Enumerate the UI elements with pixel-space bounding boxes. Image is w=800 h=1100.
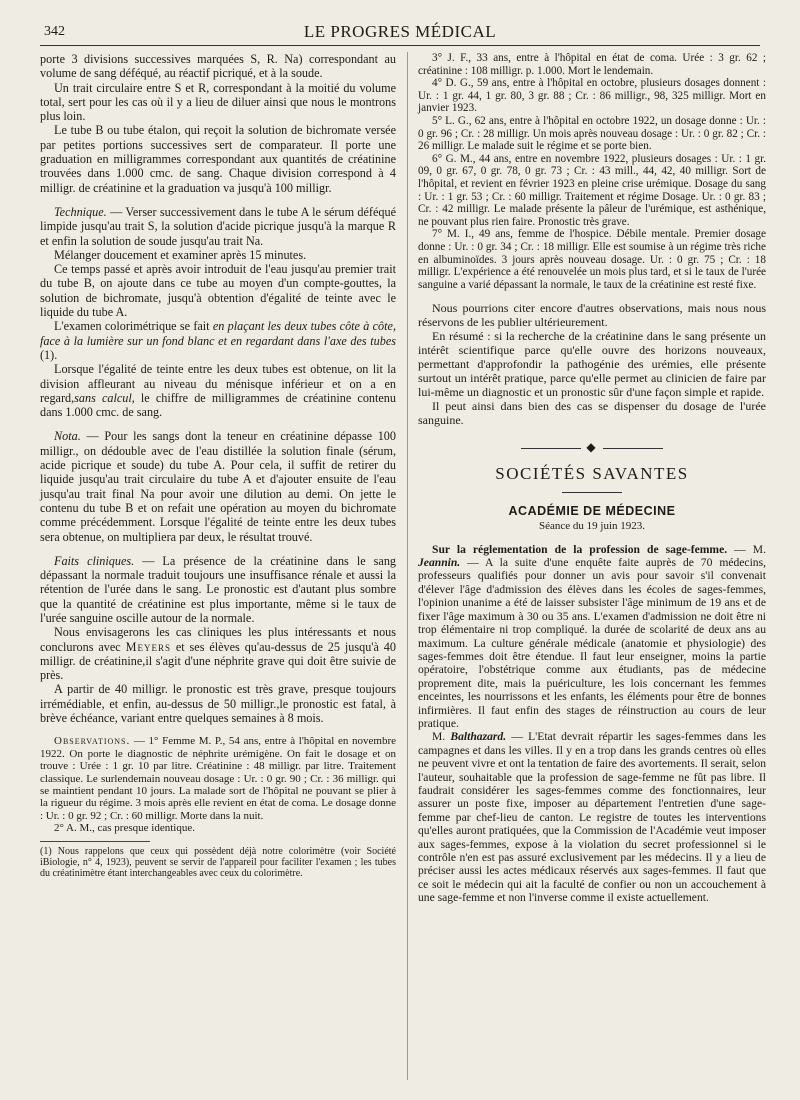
ornament-divider: ◆: [418, 441, 766, 454]
paragraph: Ce temps passé et après avoir introduit de l'eau jusqu'au premier trait du tube B, on ajoute dans ce tube au moyen d'un compte-gouttes, la solution de bichromate, jusqu'à obtention d'égalité de teinte avec le liquide du tube A.: [40, 262, 396, 320]
paragraph: Le tube B ou tube étalon, qui reçoit la solution de bichromate versée par petites portions successives sert de comparateur. Il porte une graduation en milligrammes correspondant aux quantités de créatinine trouvées dans 1.000 cmc. de sang. Chaque division correspond à 4 milligr. de créatinine et la graduation va jusqu'à 100 milligr.: [40, 123, 396, 195]
reg-title: Sur la réglementation de la profession de sage-femme.: [432, 542, 728, 556]
section-title: SOCIÉTÉS SAVANTES: [495, 463, 689, 483]
observation: 7° M. I., 49 ans, femme de l'hospice. Débile mentale. Premier dosage donne : Ur. : 0 gr. 34 ; Cr. : 18 milligr. Elle est soumise à un régime très riche en albuminoïdes. 3 jours après nouveau dosage. Ur. : 0 gr. 75 ; Cr. : 18 milligr. L'expérience a été renouvelée un mois plus tard, et si le taux de l'urée sanguine a varié dépassant la normale, le taux de la créatinine est resté fixe.: [418, 228, 766, 291]
footnote: (1) Nous rappelons que ceux qui possèdent déjà notre colorimètre (voir Société iBiologie, n° 4, 1923), peuvent se servir de l'appareil pour faciliter l'examen ; les tubes du créatinimètre étant interchangeables avec ceux du colorimètre.: [40, 845, 396, 880]
paragraph: A partir de 40 milligr. le pronostic est très grave, presque toujours irrémédiable, et enfin, au-dessus de 50 milligr.,le pronostic est fatal, à brève échéance, variant entre quelques semaines à 8 mois.: [40, 682, 396, 726]
paragraph: Il peut ainsi dans bien des cas se dispenser du dosage de l'urée sanguine.: [418, 399, 766, 428]
paragraph: Mélanger doucement et examiner après 15 minutes.: [54, 247, 307, 262]
paragraph: Nous pourrions citer encore d'autres observations, mais nous nous réservons de les publier ultérieurement.: [418, 301, 766, 330]
running-title: LE PROGRES MÉDICAL: [303, 22, 497, 41]
seance-date: Séance du 19 juin 1923.: [538, 520, 645, 533]
observation: 5° L. G., 62 ans, entre à l'hôpital en octobre 1922, un dosage donne : Ur. : 0 gr. 96 ; Cr. : 28 milligr. Un mois après nouveau dosage : Ur. : 0 gr. 82 ; Cr. : 26 milligr. Le malade suit le régime et se porte bien.: [418, 114, 766, 153]
paragraph: porte 3 divisions successives marquées S, R. Na) correspondant au volume de sang déféqué, au réactif picriqué, et à la soude.: [40, 52, 396, 81]
nota-paragraph: Nota. — Pour les sangs dont la teneur en créatinine dépasse 100 milligr., on dédouble avec de l'eau distillée la solution finale (sérum, acide picrique et soude) du tube A. Pour cela, il suffit de retirer du liquide jusqu'au trait circulaire du tube A et d'ajouter ensuite de l'eau jusqu'au trait final Na pour avoir une dilution au demi. On jette le contenu du tube B et on refait une opération au moyen du bichromate comme précédemment. Lorsque l'égalité de teinte entre les deux tubes sera obtenue, on multipliera par deux, le résultat trouvé.: [40, 429, 396, 544]
observation: 3° J. F., 33 ans, entre à l'hôpital en état de coma. Urée : 3 gr. 62 ; créatinine : 108 milligr. p. 1.000. Mort le lendemain.: [418, 52, 766, 77]
technique-label: Technique.: [54, 204, 107, 219]
nota-label: Nota.: [54, 429, 81, 444]
paragraph: Nous envisagerons les cas cliniques les plus intéressants et nous conclurons avec Meyers et ses élèves qu'au-dessus de 25 jusqu'à 40 milligr. de créatinine,il s'agit d'une néphrite grave qui doit être suivie de près.: [40, 625, 396, 683]
paragraph: En résumé : si la recherche de la créatinine dans le sang présente un intérêt scientifique parce qu'elle ouvre des horizons nouveaux, permettant d'approfondir la pathogénie des urémies, elle présente surtout un intérêt pratique, parce qu'elle permet au clinicien de faire par lui-même un diagnostic et un pronostic sûr d'une façon simple et rapide.: [418, 329, 766, 400]
academy-title: ACADÉMIE DE MÉDECINE: [508, 504, 676, 519]
footnote-rule: [40, 841, 150, 842]
observation: 2° A. M., cas presque identique.: [54, 822, 195, 835]
speaker-name: Jeannin.: [418, 556, 461, 570]
paragraph: L'examen colorimétrique se fait en plaçant les deux tubes côte à côte, face à la lumière sur un fond blanc et en regardant dans l'axe des tubes (1).: [40, 319, 396, 362]
left-column: [40, 52, 396, 880]
observation: Observations. — 1° Femme M. P., 54 ans, entre à l'hôpital en novembre 1922. On porte le diagnostic de néphrite urémigène. On fait le dosage et on trouve : Urée : 1 gr. 10 par litre. Créatinine : 48 milligr. par litre. Traitement classique. Le surlendemain nouveau dosage : Ur. : 0 gr. 90 ; Cr. : 36 milligr. qui se maintient pendant 10 jours. La malade sort de l'hôpital ne pouvant se plier à la rigueur du régime. 3 mois après elle revient en état de coma. Le dosage donne : Ur. : 0 gr. 92 ; Cr. : 60 milligr. Morte dans la nuit.: [40, 735, 396, 822]
column-separator: [407, 52, 408, 1080]
paragraph: Lorsque l'égalité de teinte entre les deux tubes est obtenue, on lit la division affleurant au niveau du ménisque inférieur et on a en regard,sans calcul, le chiffre de milligrammes de créatinine contenu dans 1.000 cmc. de sang.: [40, 362, 396, 420]
paragraph: M. Balthazard. — L'Etat devrait répartir les sages-femmes dans les campagnes et dans les villes. Il y en a trop dans les grands centres où elles ne peuvent vivre et ont la tentation de faire des avortements. Il serait, selon l'auteur, souhaitable que la profession de sage-femme ne fût pas libre. Il faudrait considérer les sages-femmes comme des fonctionnaires, leur assurer un poste fixe, imposer au département l'entretien d'une sage-femme par chef-lieu de canton. Le registre de toutes les interventions qu'elles auront pratiquées, que la Commission de l'Académie veut imposer aux sages-femmes, expose à la violation du secret professionnel si le contrôle n'en est pas assuré exclusivement par les médecins. Il y a lieu de préciser aussi les actes médicaux réservés aux sages-femmes. Il faut que ce soit le médecin qui ait la faculté de confier ou non un accouchement à une sage-femme et non l'inverse comme il existe actuellement.: [418, 730, 767, 905]
observations: [40, 735, 396, 834]
paragraph: Un trait circulaire entre S et R, correspondant à la moitié du volume total, sert pour les cas où il y a lieu de diluer ainsi que nous le montrons plus loin.: [40, 80, 396, 124]
header-rule: [40, 45, 760, 46]
observation: 4° D. G., 59 ans, entre à l'hôpital en octobre, plusieurs dosages donnent : Ur. : 1 gr. 44, 1 gr. 80, 3 gr. 88 ; Cr. : 86 milligr., 98, 325 milligr. Mort en janvier 1923.: [418, 77, 766, 115]
faits-label: Faits cliniques.: [54, 553, 135, 568]
technique-paragraph: Technique. — Verser successivement dans le tube A le sérum déféqué limpide jusqu'au trait S, la solution d'acide picrique jusqu'à la marque R et enfin la solution de soude jusqu'au trait Na.: [40, 204, 396, 248]
observation: 6° G. M., 44 ans, entre en novembre 1922, plusieurs dosages : Ur. : 1 gr. 09, 0 gr. 67, 0 gr. 78, 0 gr. 73 ; Cr. : 43 mill., 44, 42, 40 milligr. Sort de l'hôpital, et revient en février 1923 en pleine crise urémique. Dosage du sang : Ur. : 1 gr. 53 ; Cr. : 60 milligr. Traitement et régime Dosage. Ur. : 0 gr. 83 ; Cr. : 42 milligr. Le malade présente la pâleur de l'urémique, est asthénique, ne pouvant plus rien faire. Pronostic très grave.: [418, 152, 766, 228]
section-rule: [562, 492, 622, 493]
faits-paragraph: Faits cliniques. — La présence de la créatinine dans le sang dépassant la normale traduit toujours une insuffisance rénale et aussi la rétention de l'urée dans le sang. Le pronostic est d'autant plus sombre que la quantité de créatinine est plus importante, même si le taux de l'urée sanguine oscille autour de la normale.: [40, 553, 397, 625]
page-number: 342: [44, 24, 65, 39]
speaker-name: Balthazard.: [450, 730, 507, 744]
right-column: [418, 52, 766, 905]
paragraph: Sur la réglementation de la profession de sage-femme. — M. Jeannin. — A la suite d'une enquête faite auprès de 70 médecins, professeurs qualifiés pour donner un avis pour savoir s'il convenait d'élever l'âge d'admission des élèves dans les écoles de sages-femmes, l'opinion unanime a été de laisser subsister l'âge minimum de 19 ans et de fixer l'âge maximum à 30 ou 35 ans. L'examen d'admission ne doit être ni trop élémentaire ni trop compliqué. la durée de scolarité de deux ans au maximum. La culture générale médicale (anatomie et physiologie) des sages-femmes doit être étendue. Il faut leur enseigner, moins la partie opératoire, l'obstétrique comme aux étudiants, pas de médecine proprement dite, mais la puériculture, les lois concernant les femmes enceintes, les nourrissons et les enfants, les éléments pour être de bonnes infirmières. Il faut enfin des stages de réinstruction au cours de leur pratique.: [418, 542, 766, 730]
observations-label: Observations.: [54, 735, 131, 748]
